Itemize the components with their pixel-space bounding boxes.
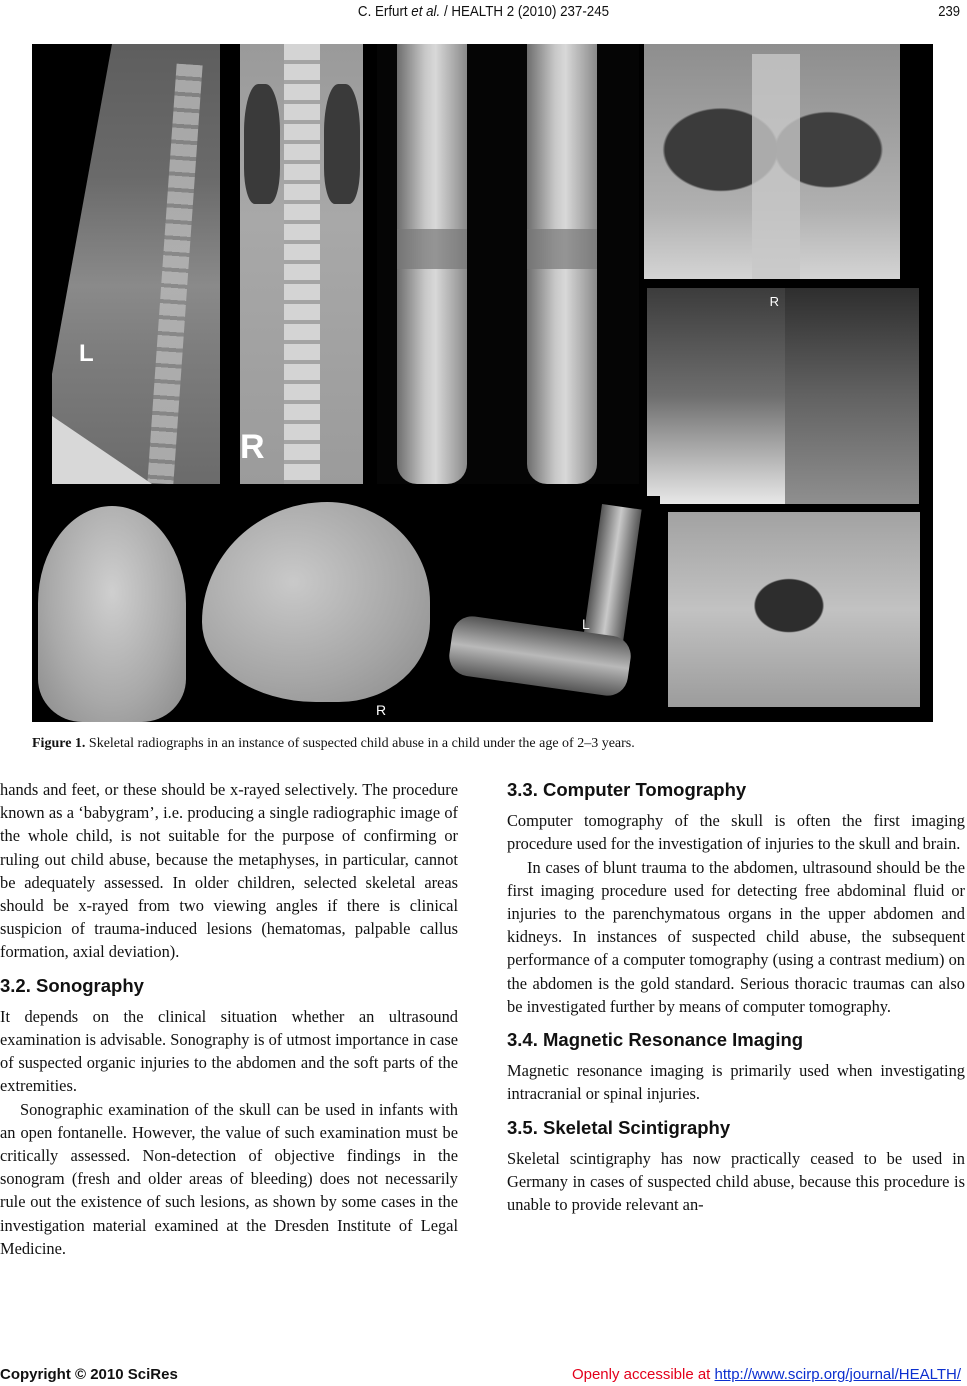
paragraph: In cases of blunt trauma to the abdomen, ultrasound should be the first imaging procedure used for detecting free abdominal fluid or injuries to the parenchymatous organs in the upper abdomen and kidneys. In instances of suspected child abuse, the subsequent performance of a computer tomography (using a contrast medium) on the abdomen is the gold standard. Serious thoracic traumas can also be investigated further by means of computer tomography. [507,857,965,1016]
right-column [507,778,965,1216]
running-head [0,4,967,24]
copyright: Copyright © 2010 SciRes [0,1366,178,1383]
xray-lateral-spine [32,44,220,484]
xray-ap-spine [240,44,363,484]
open-access-notice: Openly accessible at http://www.scirp.org/journal/HEALTH/ [571,1366,961,1383]
caption-text: Skeletal radiographs in an instance of suspected child abuse in a child under the age of 2–3 years. [85,736,635,751]
knee-left [527,229,597,269]
page-number: 239 [938,4,960,20]
xray-chest [644,44,900,279]
paragraph: Magnetic resonance imaging is primarily used when investigating intracranial or spinal injuries. [507,1061,965,1104]
paragraph: It depends on the clinical situation whether an ultrasound examination is advisable. Sonography is of utmost importance in case of suspected organic injuries to the abdomen and the soft parts of the extremities. [0,1006,458,1096]
side-marker-r: R [376,702,387,718]
xray-foot [647,288,785,504]
skull-shape [202,502,430,702]
side-marker-r: R [240,428,265,466]
xray-skull-lateral [192,496,440,722]
caption-label: Figure 1. [32,736,86,751]
xray-pelvis [668,512,920,707]
vertebral-column [284,44,320,484]
xray-lower-limbs [377,44,639,484]
left-column [0,778,458,1260]
side-marker-r: R [769,294,779,309]
knee-right [397,229,467,269]
section-heading-computer-tomography: 3.3. Computer Tomography [507,779,747,800]
side-marker-l: L [79,340,94,367]
journal-link[interactable]: http://www.scirp.org/journal/HEALTH/ [714,1366,961,1383]
xray-skull-ap [32,496,192,722]
running-head-title: C. Erfurt et al. / HEALTH 2 (2010) 237-245 [357,4,610,20]
mediastinum [752,54,800,279]
section-heading-sonography: 3.2. Sonography [0,974,144,996]
xray-hand [785,288,919,504]
section-heading-scintigraphy: 3.5. Skeletal Scintigraphy [507,1116,731,1138]
paragraph: Computer tomography of the skull is often the first imaging procedure used for the investigation of injuries to the skull and brain. [507,811,965,854]
skull-shape [38,506,186,722]
lung-right [324,84,360,204]
paragraph: Skeletal scintigraphy has now practically ceased to be used in Germany in cases of suspected child abuse, because this procedure is unable to provide relevant an- [507,1148,965,1215]
lung-left [244,84,280,204]
xray-arm [440,496,660,722]
paragraph: hands and feet, or these should be x-rayed selectively. The procedure known as a ‘babygram’, i.e. producing a single radiographic image of the whole child, is not suitable for the purpose of confirming or ruling out child abuse, because the metaphyses, in particular, cannot be adequately assessed. In older children, selected skeletal areas should be x-rayed from two viewing angles if there is clinical suspicion of trauma-induced lesions (hematomas, palpable callus formation, axial deviation). [0,780,458,962]
figure-1-radiograph-collage [32,44,933,722]
side-marker-l: L [582,616,590,632]
section-heading-mri: 3.4. Magnetic Resonance Imaging [507,1029,804,1051]
figure-caption [32,736,932,752]
paragraph: Sonographic examination of the skull can be used in infants with an open fontanelle. However, the value of such examination must be critically assessed. Non-detection of objective findings in the sonogram (fresh and older areas of bleeding) does not necessarily rule out the existence of such lesions, as shown by some cases in the investigation material examined at the Dresden Institute of Legal Medicine. [0,1099,458,1258]
et-al: et al. [411,4,441,20]
